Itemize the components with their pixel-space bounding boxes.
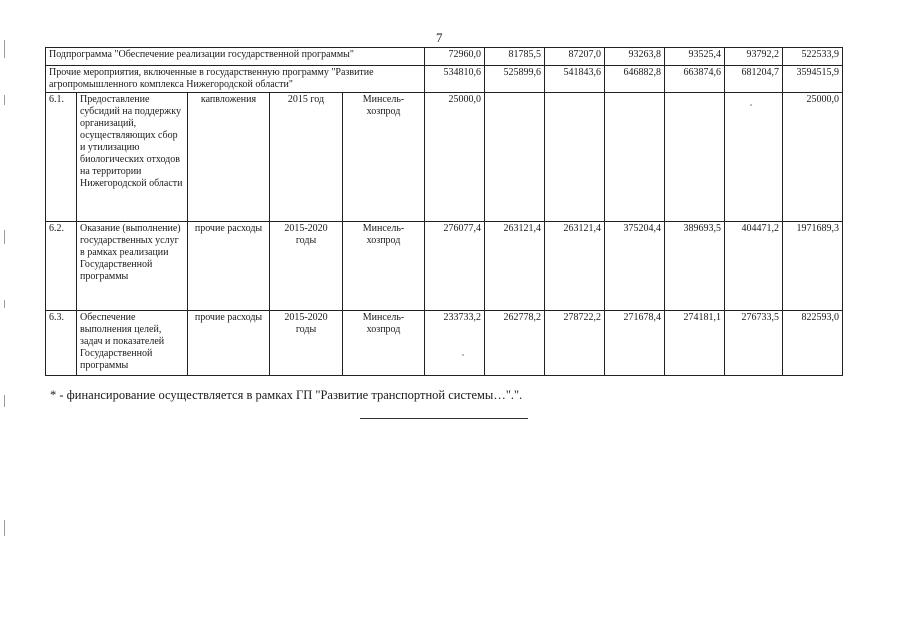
scan-edge-mark [4, 230, 5, 244]
row-number: 6.1. [46, 93, 77, 222]
value-cell: 375204,4 [605, 222, 665, 311]
value-cell: 681204,7 [725, 66, 783, 93]
row-name: Обеспечение выполнения целей, задач и показателей Государственной программы [77, 311, 188, 376]
table-row [46, 222, 843, 311]
value-cell: 278722,2 [545, 311, 605, 376]
value-cell: 25000,0 [425, 93, 485, 222]
total-cell: 25000,0 [783, 93, 843, 222]
value-cell: 663874,6 [665, 66, 725, 93]
scan-edge-mark [4, 95, 5, 105]
subprogram-label: Подпрограмма "Обеспечение реализации государственной программы" [46, 48, 425, 66]
scan-edge-mark [4, 40, 5, 58]
value-cell: 263121,4 [545, 222, 605, 311]
value-cell: 646882,8 [605, 66, 665, 93]
value-cell: 541843,6 [545, 66, 605, 93]
value-cell: 93525,4 [665, 48, 725, 66]
row-period: 2015-2020 годы [270, 222, 343, 311]
row-name: Оказание (выполнение) государственных услуг в рамках реализации Государственной программы [77, 222, 188, 311]
page-number: 7 [436, 30, 443, 45]
value-cell: 274181,1 [665, 311, 725, 376]
value-cell: 87207,0 [545, 48, 605, 66]
value-cell: 276077,4 [425, 222, 485, 311]
table-row [46, 311, 843, 376]
value-cell: 534810,6 [425, 66, 485, 93]
row-number: 6.3. [46, 311, 77, 376]
value-cell [665, 93, 725, 222]
value-cell: 262778,2 [485, 311, 545, 376]
value-cell [605, 93, 665, 222]
total-cell: 3594515,9 [783, 66, 843, 93]
value-cell: 263121,4 [485, 222, 545, 311]
row-agency: Минсель-хозпрод [343, 311, 425, 376]
row-period: 2015-2020 годы [270, 311, 343, 376]
total-cell: 822593,0 [783, 311, 843, 376]
scan-speck [462, 354, 464, 356]
scan-edge-mark [4, 300, 5, 308]
value-cell [485, 93, 545, 222]
value-cell: 525899,6 [485, 66, 545, 93]
total-cell: 522533,9 [783, 48, 843, 66]
value-cell: 233733,2 [425, 311, 485, 376]
row-agency: Минсель-хозпрод [343, 93, 425, 222]
scan-edge-mark [4, 520, 5, 536]
budget-table [45, 47, 843, 376]
value-cell: 93792,2 [725, 48, 783, 66]
row-agency: Минсель-хозпрод [343, 222, 425, 311]
row-category: капвложения [188, 93, 270, 222]
value-cell: 404471,2 [725, 222, 783, 311]
row-category: прочие расходы [188, 311, 270, 376]
value-cell: 389693,5 [665, 222, 725, 311]
footnote: * - финансирование осуществляется в рамках ГП "Развитие транспортной системы…".". [50, 388, 523, 402]
row-number: 6.2. [46, 222, 77, 311]
table-row-subprogram [46, 48, 843, 66]
scan-speck [750, 104, 752, 106]
row-name: Предоставление субсидий на поддержку организаций, осуществляющих сбор и утилизацию биологических отходов на территории Нижегородской области [77, 93, 188, 222]
closing-rule [360, 418, 528, 419]
row-period: 2015 год [270, 93, 343, 222]
other-measures-label: Прочие мероприятия, включенные в государственную программу "Развитие агропромышленного комплекса Нижегородской области" [46, 66, 425, 93]
table-row-other-measures [46, 66, 843, 93]
total-cell: 1971689,3 [783, 222, 843, 311]
value-cell [545, 93, 605, 222]
scan-edge-mark [4, 395, 5, 407]
value-cell: 93263,8 [605, 48, 665, 66]
row-category: прочие расходы [188, 222, 270, 311]
value-cell: 81785,5 [485, 48, 545, 66]
value-cell: 271678,4 [605, 311, 665, 376]
value-cell: 276733,5 [725, 311, 783, 376]
value-cell: 72960,0 [425, 48, 485, 66]
value-cell [725, 93, 783, 222]
table-row [46, 93, 843, 222]
